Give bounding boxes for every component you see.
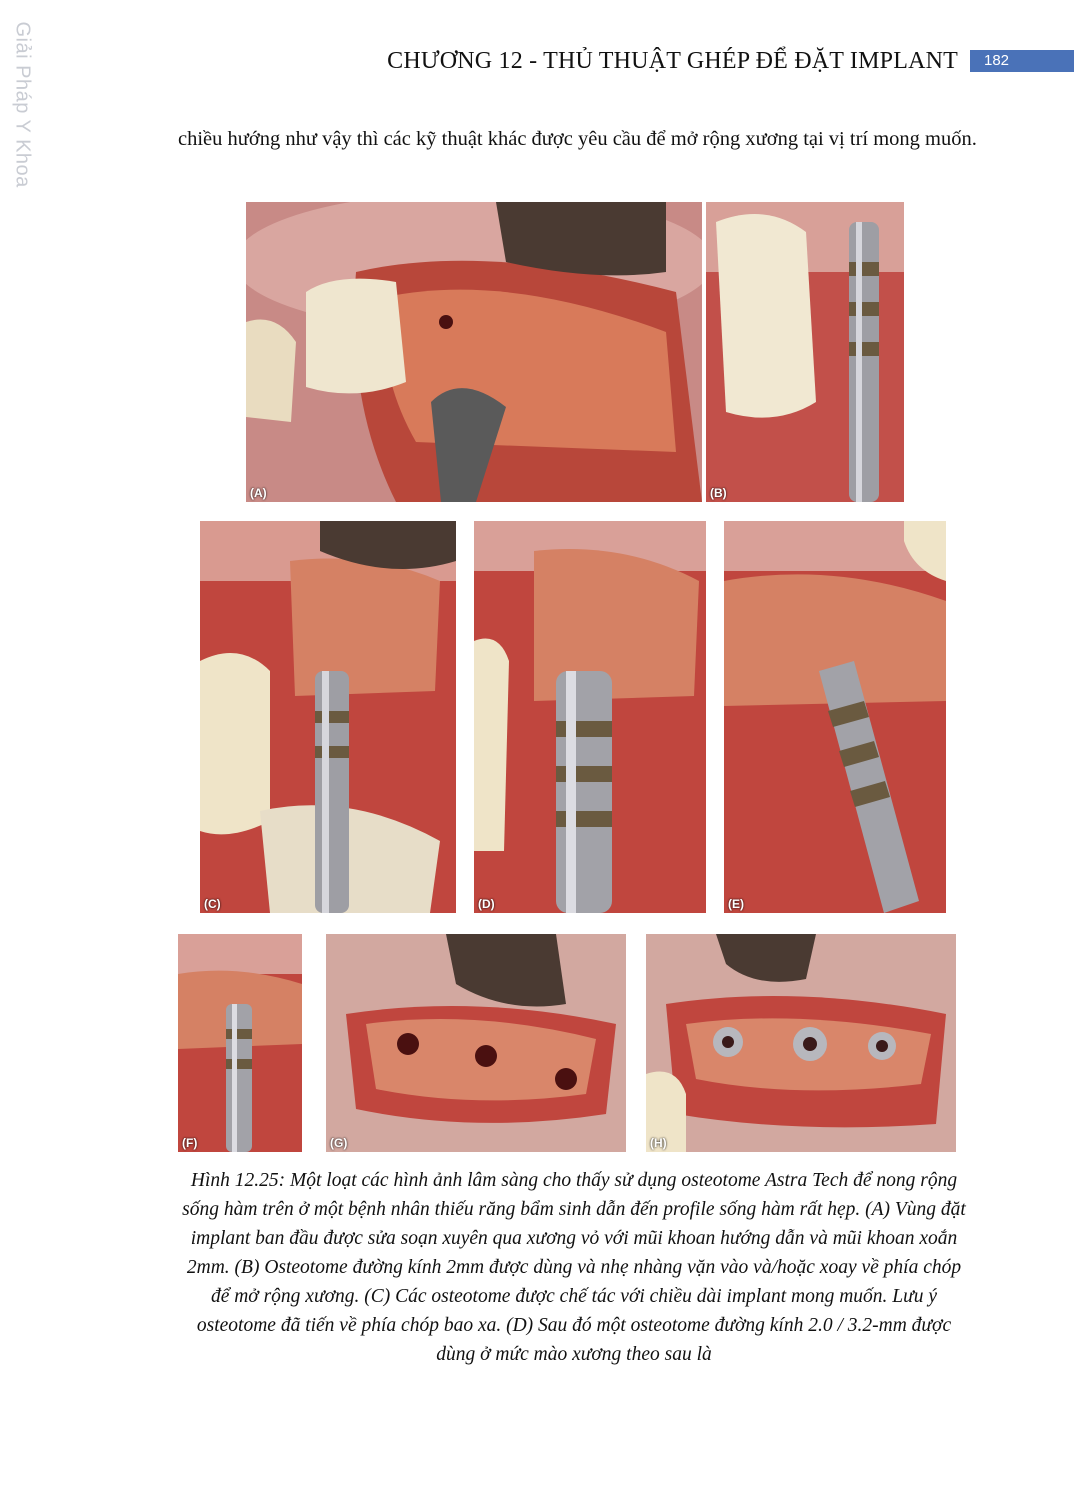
panel-label-c: (C) [204, 897, 221, 911]
page-header [0, 46, 1076, 80]
panel-f-photo [178, 934, 302, 1152]
figure-panel-f [178, 934, 302, 1152]
figure-panel-c [200, 521, 456, 913]
page-number-badge: 182 [970, 50, 1074, 72]
panel-b-photo [706, 202, 904, 502]
figure-panel-g [326, 934, 626, 1152]
figure-caption: Hình 12.25: Một loạt các hình ảnh lâm sàng cho thấy sử dụng osteotome Astra Tech để nong rộng sống hàm trên ở một bệnh nhân thiếu răng bẩm sinh dẫn đến profile sống hàm rất hẹp. (A) Vùng đặt implant ban đầu được sửa soạn xuyên qua xương vỏ với mũi khoan hướng dẫn và mũi khoan xoắn 2mm. (B) Osteotome đường kính 2mm được dùng và nhẹ nhàng vặn vào và/hoặc xoay về phía chóp để mở rộng xương. (C) Các osteotome được chế tác với chiều dài implant mong muốn. Lưu ý osteotome đã tiến về phía chóp bao xa. (D) Sau đó một osteotome đường kính 2.0 / 3.2-mm được dùng ở mức mào xương theo sau là [182, 1170, 966, 1365]
figure-panel-d [474, 521, 706, 913]
panel-label-g: (G) [330, 1136, 348, 1150]
panel-label-d: (D) [478, 897, 495, 911]
panel-e-photo [724, 521, 946, 913]
panel-h-photo [646, 934, 956, 1152]
panel-g-photo [326, 934, 626, 1152]
panel-d-photo [474, 521, 706, 913]
panel-label-h: (H) [650, 1136, 667, 1150]
panel-c-photo [200, 521, 456, 913]
panel-label-a: (A) [250, 486, 267, 500]
panel-label-e: (E) [728, 897, 744, 911]
figure-panel-b [706, 202, 904, 502]
panel-label-b: (B) [710, 486, 727, 500]
chapter-title: CHƯƠNG 12 - THỦ THUẬT GHÉP ĐỂ ĐẶT IMPLANT [387, 48, 958, 74]
figure-panel-h [646, 934, 956, 1152]
watermark: Giải Pháp Y Khoa [11, 21, 34, 188]
panel-label-f: (F) [182, 1136, 198, 1150]
panel-a-photo [246, 202, 702, 502]
body-paragraph: chiều hướng như vậy thì các kỹ thuật khác được yêu cầu để mở rộng xương tại vị trí mong muốn. [178, 128, 977, 150]
figure-panel-a [246, 202, 702, 502]
figure-panel-e [724, 521, 946, 913]
